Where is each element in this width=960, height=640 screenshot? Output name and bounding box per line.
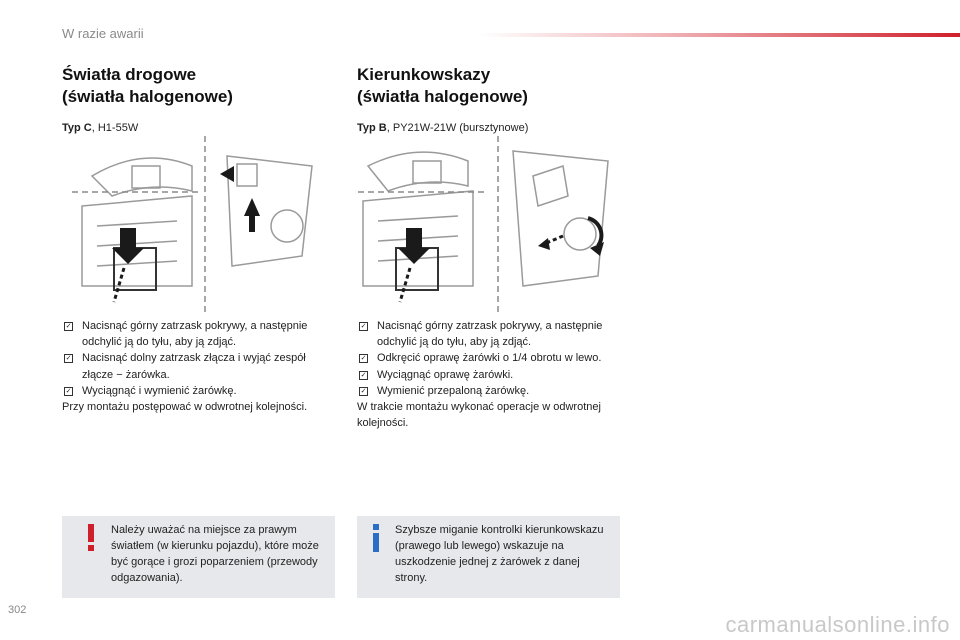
box-bullet-icon: ✓ bbox=[65, 323, 72, 330]
warning-exclamation-icon bbox=[86, 524, 96, 552]
header-accent-bar bbox=[480, 33, 960, 37]
indicator-illustration bbox=[358, 136, 628, 316]
info-i-icon bbox=[371, 524, 381, 552]
box-bullet-icon: ✓ bbox=[360, 387, 367, 395]
headlamp-title bbox=[62, 64, 342, 108]
indicator-step-1: ✓ Nacisnąć górny zatrzask pokrywy, a następnie odchylić ją do tyłu, aby ją zdjąć. bbox=[360, 320, 603, 349]
headlamp-step-3: ✓ Wyciągnąć i wymienić żarówkę. bbox=[65, 384, 237, 397]
indicator-step-3: ✓ Wyciągnąć oprawę żarówki. bbox=[360, 368, 514, 381]
indicator-title-line2: (światła halogenowe) bbox=[357, 87, 528, 106]
box-bullet-icon: ✓ bbox=[360, 323, 367, 330]
headlamp-step-2: ✓ Nacisnąć dolny zatrzask złącza i wyjąć zespół złącze − żarówka. bbox=[65, 352, 306, 381]
headlamp-type-label: Typ C bbox=[62, 122, 92, 134]
warning-note-text: Należy uważać na miejsce za prawym światłem (w kierunku pojazdu), które może być gorące i grozi poparzeniem (przewody odgazowania). bbox=[111, 524, 319, 584]
watermark: carmanualsonline.info bbox=[725, 612, 950, 637]
indicator-steps bbox=[357, 318, 627, 431]
box-bullet-icon: ✓ bbox=[360, 371, 367, 379]
info-note-text: Szybsze miganie kontrolki kierunkowskazu (prawego lub lewego) wskazuje na uszkodzenie jednej z żarówek z danej strony. bbox=[395, 524, 604, 584]
indicator-reassembly-note: W trakcie montażu wykonać operacje w odwrotnej kolejności. bbox=[357, 401, 601, 430]
headlamp-reassembly-note: Przy montażu postępować w odwrotnej kolejności. bbox=[62, 401, 308, 414]
box-bullet-icon: ✓ bbox=[360, 355, 367, 363]
indicator-type-value: , PY21W-21W (bursztynowe) bbox=[386, 122, 529, 134]
section-title: W razie awarii bbox=[62, 26, 144, 41]
indicator-bulb-type bbox=[357, 122, 637, 134]
indicator-title-line1: Kierunkowskazy bbox=[357, 65, 491, 84]
indicator-title bbox=[357, 64, 637, 108]
indicator-type-label: Typ B bbox=[357, 122, 387, 134]
headlamp-title-line1: Światła drogowe bbox=[62, 65, 197, 84]
warning-note bbox=[62, 516, 335, 598]
headlamp-title-line2: (światła halogenowe) bbox=[62, 87, 233, 106]
box-bullet-icon: ✓ bbox=[65, 355, 72, 363]
indicator-step-2: ✓ Odkręcić oprawę żarówki o 1/4 obrotu w lewo. bbox=[360, 352, 602, 365]
headlamp-section bbox=[62, 64, 342, 134]
indicator-section bbox=[357, 64, 637, 134]
headlamp-steps bbox=[62, 318, 332, 415]
info-note bbox=[357, 516, 620, 598]
headlamp-type-value: , H1-55W bbox=[91, 122, 139, 134]
headlamp-illustration bbox=[72, 136, 342, 316]
page-number: 302 bbox=[8, 604, 27, 616]
headlamp-step-1: ✓ Nacisnąć górny zatrzask pokrywy, a następnie odchylić ją do tyłu, aby ją zdjąć. bbox=[65, 320, 308, 349]
box-bullet-icon: ✓ bbox=[65, 387, 72, 395]
headlamp-bulb-type bbox=[62, 122, 342, 134]
indicator-step-4: ✓ Wymienić przepaloną żarówkę. bbox=[360, 384, 530, 397]
